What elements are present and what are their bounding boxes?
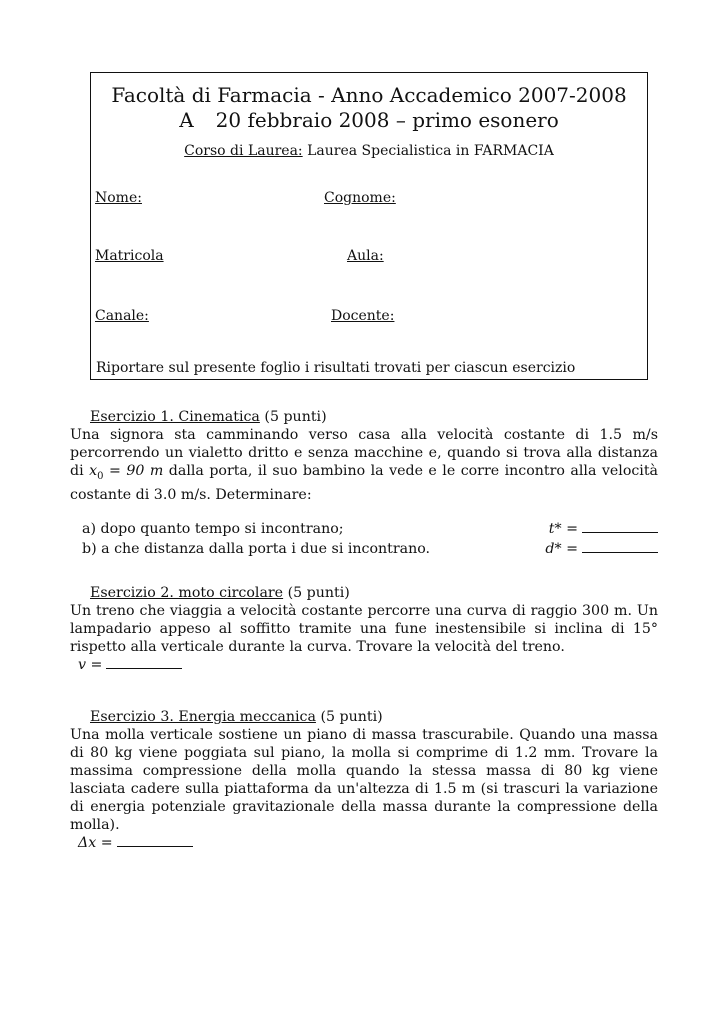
answer-blank[interactable]	[106, 656, 182, 669]
answer-blank[interactable]	[582, 520, 658, 533]
math-eq: = 90 m	[103, 463, 164, 479]
exercise-text-part2: dalla porta, il suo bambino la vede e le corre incontro alla velocità costante di 3.0 m/s. Determinare:	[70, 463, 659, 503]
exam-version: A	[179, 108, 194, 132]
answer-var: d* =	[545, 540, 578, 557]
answer-d[interactable]	[545, 540, 658, 558]
header-box	[90, 72, 648, 380]
answer-var: t* =	[548, 520, 578, 537]
question-label: a) dopo quanto tempo si incontrano;	[82, 520, 344, 537]
answer-blank[interactable]	[117, 834, 193, 847]
exercise-title: Esercizio 3. Energia meccanica	[90, 709, 316, 725]
course-label: Corso di Laurea:	[184, 143, 303, 159]
exercise-points: (5 punti)	[287, 585, 350, 601]
exercise-2	[70, 584, 658, 674]
exercise-heading	[70, 708, 658, 726]
course-line	[91, 143, 647, 159]
answer-var: Δx =	[78, 835, 113, 851]
exercise-heading	[70, 584, 658, 602]
exercise-heading	[70, 408, 658, 426]
math-x0	[89, 463, 164, 482]
question-label: b) a che distanza dalla porta i due si incontrano.	[82, 540, 431, 557]
answer-blank[interactable]	[582, 540, 658, 553]
field-canale[interactable]: Canale:	[95, 308, 149, 324]
field-nome[interactable]: Nome:	[95, 190, 142, 206]
question-b	[70, 540, 658, 560]
answer-v[interactable]	[70, 656, 658, 674]
field-docente[interactable]: Docente:	[331, 308, 395, 324]
exercise-title: Esercizio 1. Cinematica	[90, 409, 260, 425]
answer-dx[interactable]	[70, 834, 658, 852]
exercise-points: (5 punti)	[320, 709, 383, 725]
exam-date: 20 febbraio 2008 – primo esonero	[215, 108, 559, 132]
field-cognome[interactable]: Cognome:	[324, 190, 396, 206]
math-var: x	[89, 463, 98, 479]
exercise-text: Un treno che viaggia a velocità costante percorre una curva di raggio 300 m. Un lampadario appeso al soffitto tramite una fune inestensibile si inclina di 15° rispetto alla verticale durante la curva. Trovare la velocità del treno.	[70, 603, 658, 655]
exercise-text-part1: Una signora sta camminando verso casa alla velocità costante di 1.5 m/s percorrendo un vialetto dritto e senza macchine e, quando si trova alla distanza di	[70, 427, 658, 479]
answer-var: v =	[78, 657, 103, 673]
exercise-1	[70, 408, 658, 560]
answer-t[interactable]	[549, 520, 658, 538]
course-value: Laurea Specialistica in FARMACIA	[307, 143, 554, 159]
field-matricola[interactable]: Matricola	[95, 248, 164, 264]
exercise-title: Esercizio 2. moto circolare	[90, 585, 284, 601]
exercise-text: Una molla verticale sostiene un piano di massa trascurabile. Quando una massa di 80 kg viene poggiata sul piano, la molla si comprime di 1.2 mm. Trovare la massima compressione della molla quando la stessa massa di 80 kg viene lasciata cadere sulla piattaforma da un'altezza di 1.5 m (si trascuri la variazione di energia potenziale gravitazionale della massa durante la compressione della molla).	[70, 727, 658, 833]
exam-subtitle	[91, 108, 647, 132]
instruction-text: Riportare sul presente foglio i risultati trovati per ciascun esercizio	[96, 360, 576, 376]
field-aula[interactable]: Aula:	[347, 248, 384, 264]
exercise-text	[70, 426, 658, 504]
page-title: Facoltà di Farmacia - Anno Accademico 2007-2008	[111, 83, 627, 107]
question-a	[70, 520, 658, 540]
math-sub: 0	[97, 470, 104, 482]
exercise-points: (5 punti)	[264, 409, 327, 425]
exercise-3	[70, 708, 658, 852]
